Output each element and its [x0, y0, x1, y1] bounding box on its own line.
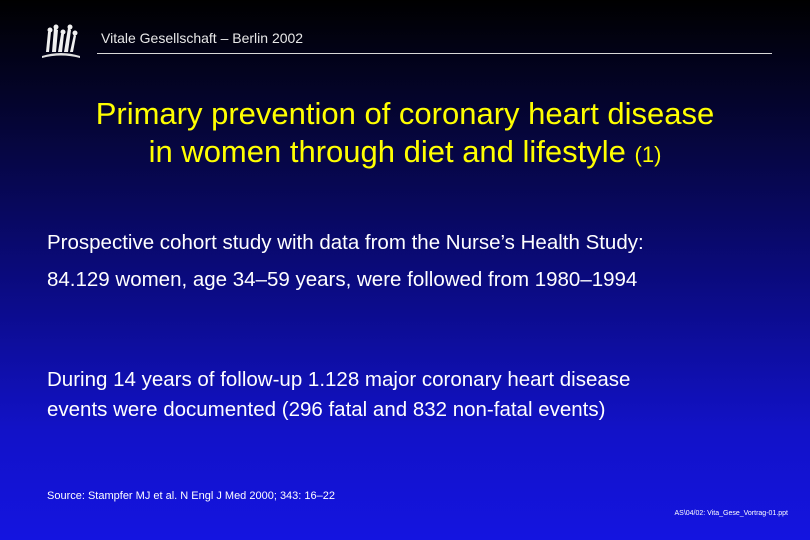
title-line-1: Primary prevention of coronary heart disease: [95, 96, 715, 131]
cohort-details: 84.129 women, age 34–59 years, were followed from 1980–1994: [47, 268, 638, 291]
title-number: (1): [634, 142, 662, 167]
follow-up-line-2: events were documented (296 fatal and 832 non-fatal events): [47, 398, 606, 421]
header-organization: Vitale Gesellschaft – Berlin 2002: [101, 30, 304, 46]
source-citation: Source: Stampfer MJ et al. N Engl J Med 2000; 343: 16–22: [47, 490, 335, 502]
title-line-2-text: in women through diet and lifestyle: [148, 134, 626, 169]
follow-up-results: [47, 365, 797, 425]
logo-icon: [38, 22, 84, 60]
file-name: AS\04/02: Vita_Gese_Vortrag-01.ppt: [674, 510, 788, 517]
slide-title: [20, 95, 790, 174]
header-divider: [97, 53, 772, 54]
title-line-2: [20, 133, 790, 174]
study-description: Prospective cohort study with data from the Nurse’s Health Study:: [47, 231, 644, 254]
follow-up-line-1: During 14 years of follow-up 1.128 major coronary heart disease: [47, 368, 631, 391]
